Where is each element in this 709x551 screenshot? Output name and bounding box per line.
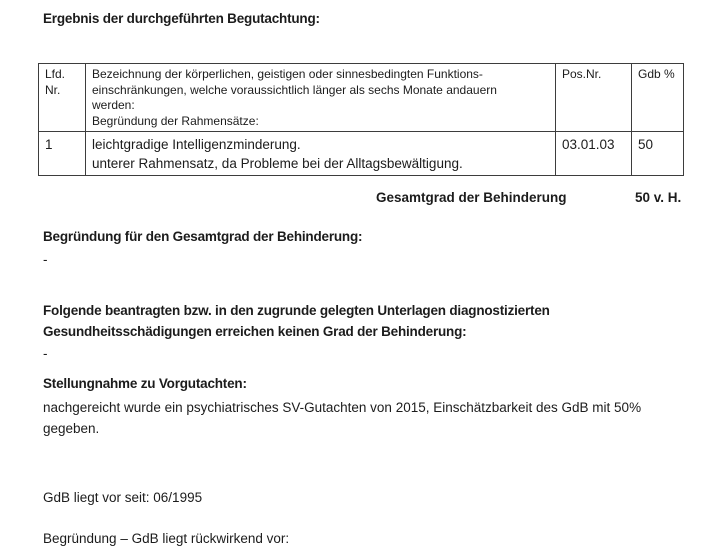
table-row xyxy=(39,132,684,176)
cell-description xyxy=(86,132,556,176)
header-cell-pos-nr: Pos.Nr. xyxy=(556,64,632,132)
total-grade-label: Gesamtgrad der Behinderung xyxy=(376,190,567,205)
cell-desc-line: unterer Rahmensatz, da Probleme bei der Alltagsbewältigung. xyxy=(92,156,463,171)
retroactive-heading: Begründung – GdB liegt rückwirkend vor: xyxy=(43,531,290,546)
header-lfd-line: Lfd. xyxy=(45,67,66,81)
section-content-prior-opinion-line: gegeben. xyxy=(43,421,100,436)
header-cell-description xyxy=(86,64,556,132)
header-desc-line: einschränkungen, welche voraussichtlich länger als sechs Monate andauern xyxy=(92,82,497,97)
table-header-row xyxy=(39,64,684,132)
section-heading-no-grade-line: Gesundheitsschädigungen erreichen keinen Grad der Behinderung: xyxy=(43,324,467,339)
header-nr-line: Nr. xyxy=(45,82,61,97)
cell-desc-line: leichtgradige Intelligenzminderung. xyxy=(92,137,301,152)
header-desc-line: Begründung der Rahmensätze: xyxy=(92,113,259,128)
section-heading-no-grade xyxy=(43,300,550,342)
section-heading-no-grade-line: Folgende beantragten bzw. in den zugrunde gelegten Unterlagen diagnostizierten xyxy=(43,303,550,318)
section-heading-total-reason: Begründung für den Gesamtgrad der Behinderung: xyxy=(43,229,363,244)
header-desc-line: werden: xyxy=(92,98,135,112)
header-cell-lfd-nr xyxy=(39,64,86,132)
cell-pos-nr: 03.01.03 xyxy=(556,132,632,176)
section-content-total-reason: - xyxy=(43,252,48,267)
page-title: Ergebnis der durchgeführten Begutachtung: xyxy=(43,11,320,26)
header-desc-line: Bezeichnung der körperlichen, geistigen oder sinnesbedingten Funktions- xyxy=(92,67,483,81)
assessment-table xyxy=(38,63,684,176)
header-cell-gdb: Gdb % xyxy=(632,64,684,132)
section-heading-prior-opinion: Stellungnahme zu Vorgutachten: xyxy=(43,376,247,391)
section-content-prior-opinion xyxy=(43,397,641,439)
total-grade-value: 50 v. H. xyxy=(635,190,682,205)
section-content-no-grade: - xyxy=(43,346,48,361)
section-content-prior-opinion-line: nachgereicht wurde ein psychiatrisches SV-Gutachten von 2015, Einschätzbarkeit des GdB mit 50% xyxy=(43,400,642,415)
cell-gdb: 50 xyxy=(632,132,684,176)
gdb-since-text: GdB liegt vor seit: 06/1995 xyxy=(43,490,203,505)
cell-lfd-nr: 1 xyxy=(39,132,86,176)
